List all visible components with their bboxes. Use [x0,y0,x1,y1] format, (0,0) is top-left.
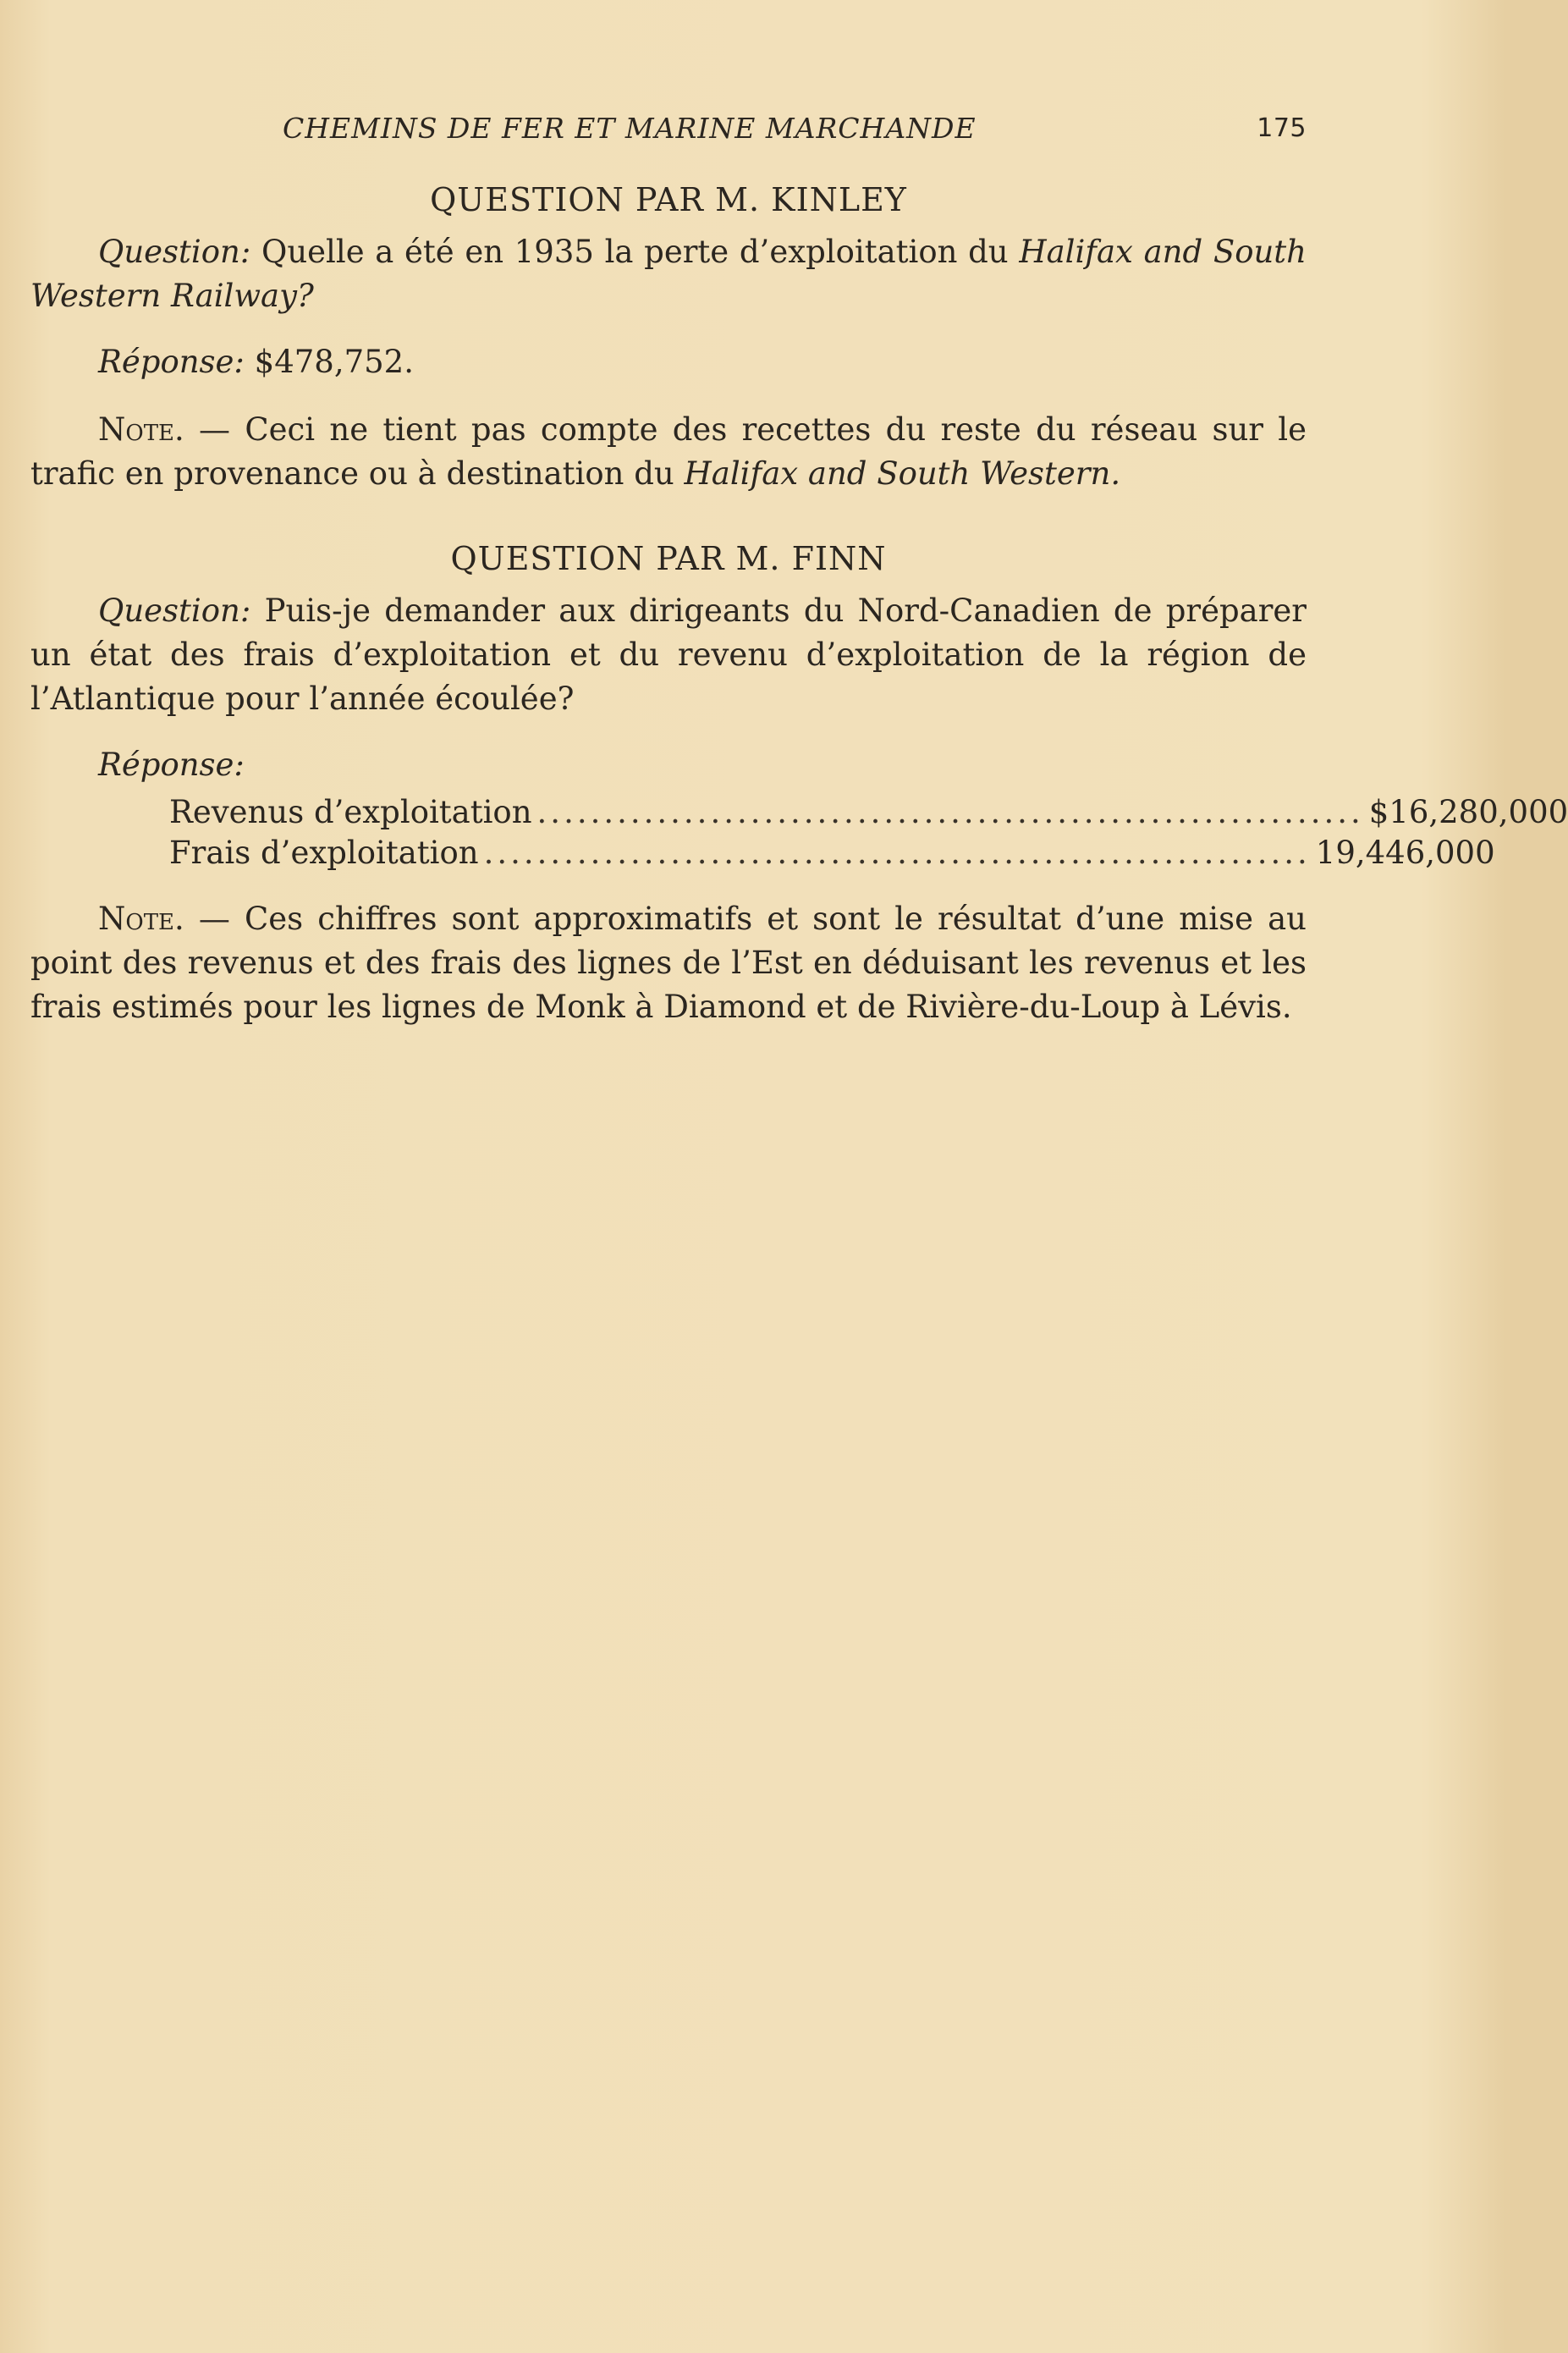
table-row [169,792,1568,833]
question-text: Puis-je demander aux dirigeants du Nord-Canadien de préparer un état des frais d’exploitation et du revenu d’exploitation de la région de l’Atlantique pour l’année écoulée? [30,592,1307,717]
note-label: Note. [98,411,184,448]
question-railway-name: Halifax and South Western Railway? [30,234,1307,314]
leader-dots: .............................................................. [536,794,1364,830]
table-row-value: 16,280,000 [1389,794,1568,830]
section-finn [30,538,1568,1029]
question-kinley [30,230,1307,318]
answer-finn [30,743,1307,787]
note-kinley [30,408,1307,496]
question-finn [30,589,1307,721]
question-label: Question: [98,234,251,270]
section-kinley [30,179,1307,496]
table-row-label: Frais d’exploitation [169,835,479,871]
page-number: 175 [1257,113,1307,143]
question-text: Quelle a été en 1935 la perte d’exploitation du [250,234,1020,270]
note-text: — Ces chiffres sont approximatifs et sont le résultat d’une mise au point des revenus et des frais des lignes de l’Est en déduisant les revenus et les frais estimés pour les lignes de Monk à Diamond et de Rivière-du-Loup à Lévis. [30,901,1307,1025]
table-row-label: Revenus d’exploitation [169,794,532,830]
note-text: — Ceci ne tient pas compte des recettes du reste du réseau sur le trafic en provenance ou à destination du [30,411,1307,492]
question-label: Question: [98,592,251,629]
table-row [169,833,1495,873]
section-heading-finn: QUESTION PAR M. FINN [450,540,887,577]
note-finn [30,897,1307,1029]
section-heading-kinley: QUESTION PAR M. KINLEY [430,181,907,218]
note-label: Note. [98,901,184,937]
answer-value: $478,752. [244,344,414,380]
revenue-table [169,792,1568,873]
running-title: CHEMINS DE FER ET MARINE MARCHANDE [283,112,977,145]
answer-label: Réponse: [98,344,245,380]
answer-label: Réponse: [98,747,245,783]
leader-dots: .............................................................. [483,835,1311,871]
table-row-value: 19,446,000 [1315,835,1495,871]
answer-kinley [30,340,1307,384]
note-railway-name: Halifax and South Western. [684,455,1121,492]
running-head [30,112,1307,149]
table-row-currency: $ [1368,794,1389,830]
